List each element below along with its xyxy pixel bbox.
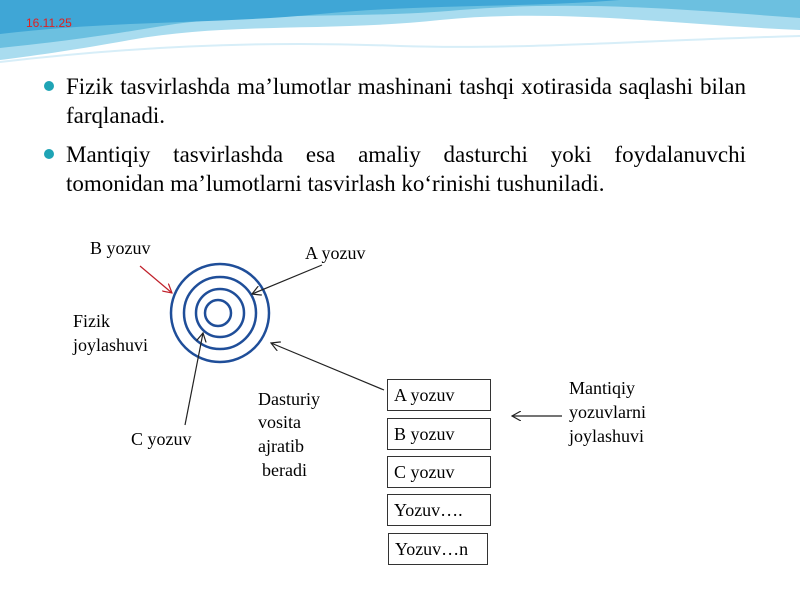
label-software-line1: Dasturiy <box>258 389 320 409</box>
label-software-line3: ajratib <box>258 436 304 456</box>
label-physical-line1: Fizik <box>73 311 111 331</box>
label-a-record: A yozuv <box>305 243 366 263</box>
record-box-a: A yozuv <box>387 379 491 411</box>
label-b-record: B yozuv <box>90 238 151 258</box>
record-box-n: Yozuv…n <box>388 533 488 565</box>
label-physical-line2: joylashuvi <box>73 335 148 355</box>
record-box-c: C yozuv <box>387 456 491 488</box>
arrow-c-record <box>185 333 203 425</box>
record-box-etc: Yozuv…. <box>387 494 491 526</box>
slide-date: 16.11.25 <box>26 16 72 30</box>
bullet-text-logical: Mantiqiy tasvirlashda esa amaliy dasturchi yoki foydalanuvchi tomonidan ma’lumotlarni tasvirlash ko‘rinishi tushuniladi. <box>66 142 746 196</box>
bullet-text-physical: Fizik tasvirlashda ma’lumotlar mashinani tashqi xotirasida saqlashi bilan farqlanadi. <box>66 74 746 128</box>
label-software-line4: beradi <box>262 460 307 480</box>
label-logical-line3: joylashuvi <box>569 426 644 446</box>
arrow-a-record <box>252 265 322 294</box>
label-logical-line1: Mantiqiy <box>569 378 635 398</box>
track-circle-outer <box>171 264 269 362</box>
arrow-b-record <box>140 266 172 293</box>
track-circle-inner <box>205 300 231 326</box>
disk-track-circles <box>171 264 269 362</box>
record-box-b: B yozuv <box>387 418 491 450</box>
label-c-record: C yozuv <box>131 429 192 449</box>
arrow-software <box>271 343 384 390</box>
label-logical-line2: yozuvlarni <box>569 402 646 422</box>
track-circle-3 <box>196 289 244 337</box>
label-software-line2: vosita <box>258 412 301 432</box>
